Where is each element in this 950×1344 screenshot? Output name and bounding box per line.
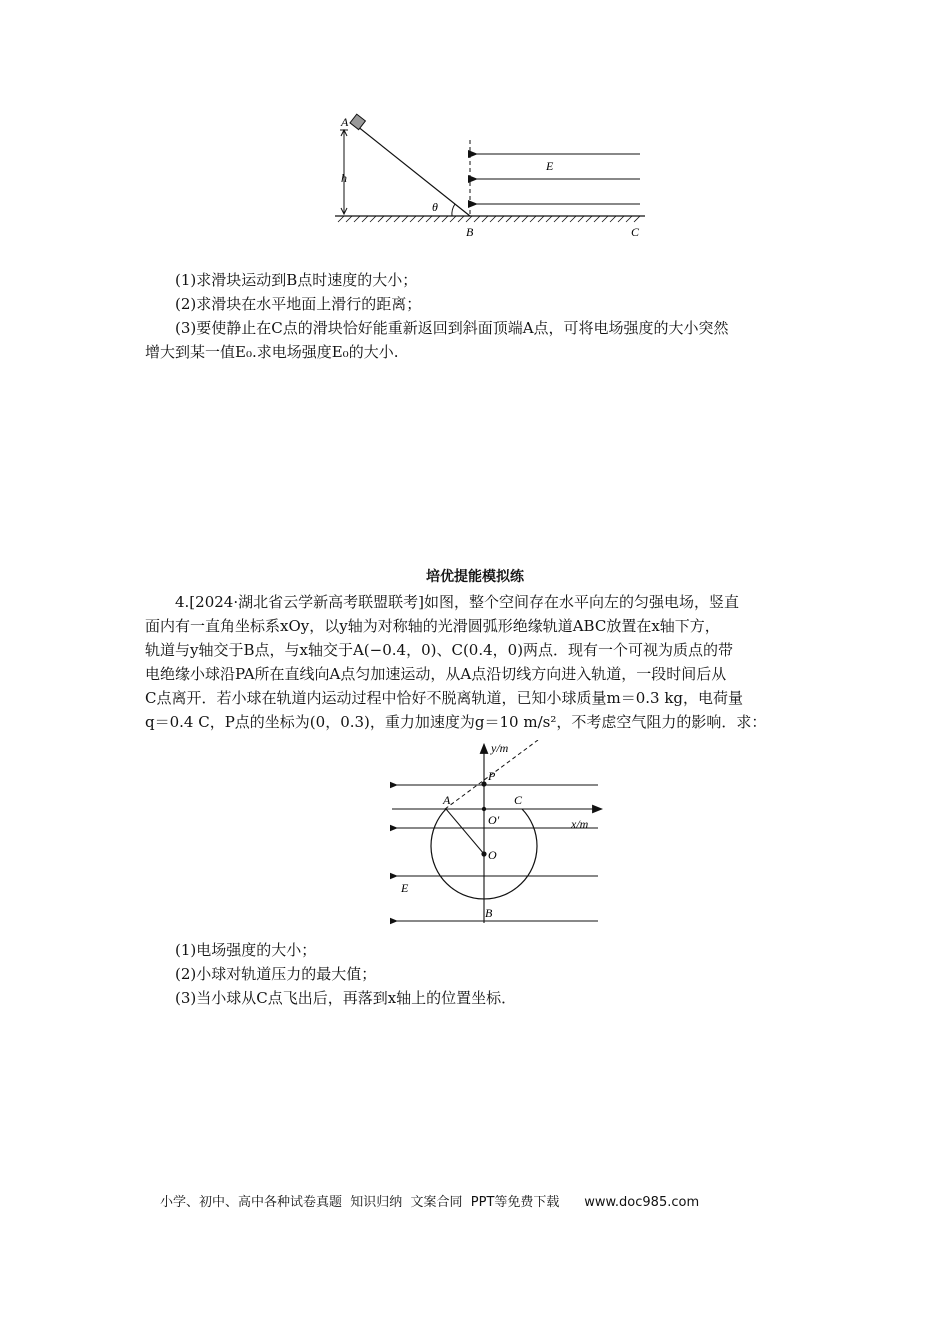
page-footer: 小学、初中、高中各种试卷真题 知识归纳 文案合同 PPT等免费下载 www.doc985.com: [160, 1195, 700, 1210]
section-title: 培优提能模拟练: [426, 569, 524, 585]
label-B: B: [485, 906, 493, 920]
figure-circular-track: [390, 740, 610, 925]
problem4-line2: 面内有一直角坐标系xOy，以y轴为对称轴的光滑圆弧形绝缘轨道ABC放置在x轴下方，: [145, 617, 720, 635]
point-O: [481, 851, 486, 856]
label-C: C: [514, 793, 523, 807]
y-axis-label: y/m: [491, 741, 509, 755]
ground-hatch: [338, 216, 640, 222]
label-A: A: [341, 115, 349, 129]
label-P: P: [488, 769, 496, 783]
problem4-q2: (2)小球对轨道压力的最大值；: [175, 965, 377, 983]
incline: [352, 122, 470, 216]
problem4-line4: 电绝缘小球沿PA所在直线向A点匀加速运动，从A点沿切线方向进入轨道，一段时间后从: [145, 665, 727, 683]
problem4-line5: C点离开．若小球在轨道内运动过程中恰好不脱离轨道，已知小球质量m＝0.3 kg，电荷量: [145, 689, 744, 707]
label-Oprime: O′: [488, 813, 500, 827]
label-E: E: [401, 881, 409, 895]
problem4-line1: 4.[2024·湖北省云学新高考联盟联考]如图，整个空间存在水平向左的匀强电场，竖直: [175, 593, 739, 611]
label-E: E: [546, 159, 554, 173]
problem3-q1: (1)求滑块运动到B点时速度的大小；: [175, 271, 418, 289]
radius-OA: [446, 809, 484, 854]
problem3-q3-line2: 增大到某一值E₀.求电场强度E₀的大小.: [145, 343, 399, 361]
problem4-q3: (3)当小球从C点飞出后，再落到x轴上的位置坐标．: [175, 989, 517, 1007]
theta-arc: [452, 204, 455, 216]
label-h: h: [341, 171, 347, 185]
point-P: [481, 781, 486, 786]
problem4-line6: q＝0.4 C，P点的坐标为(0，0.3)，重力加速度为g＝10 m/s²，不考虑空气阻力的影响．求：: [145, 713, 767, 731]
label-C: C: [631, 225, 640, 239]
label-A: A: [443, 793, 451, 807]
figure-incline-field: [330, 110, 650, 245]
label-B: B: [466, 225, 474, 239]
problem3-q3-line1: (3)要使静止在C点的滑块恰好能重新返回到斜面顶端A点，可将电场强度的大小突然: [175, 319, 729, 337]
label-theta: θ: [432, 200, 438, 214]
problem4-q1: (1)电场强度的大小；: [175, 941, 317, 959]
point-Oprime: [482, 807, 486, 811]
x-axis-label: x/m: [571, 817, 589, 831]
slider-block: [350, 114, 365, 129]
label-O: O: [488, 848, 497, 862]
problem4-line3: 轨道与y轴交于B点，与x轴交于A(−0.4，0)、C(0.4，0)两点．现有一个可视为质点的带: [145, 641, 734, 659]
problem3-q2: (2)求滑块在水平地面上滑行的距离；: [175, 295, 422, 313]
